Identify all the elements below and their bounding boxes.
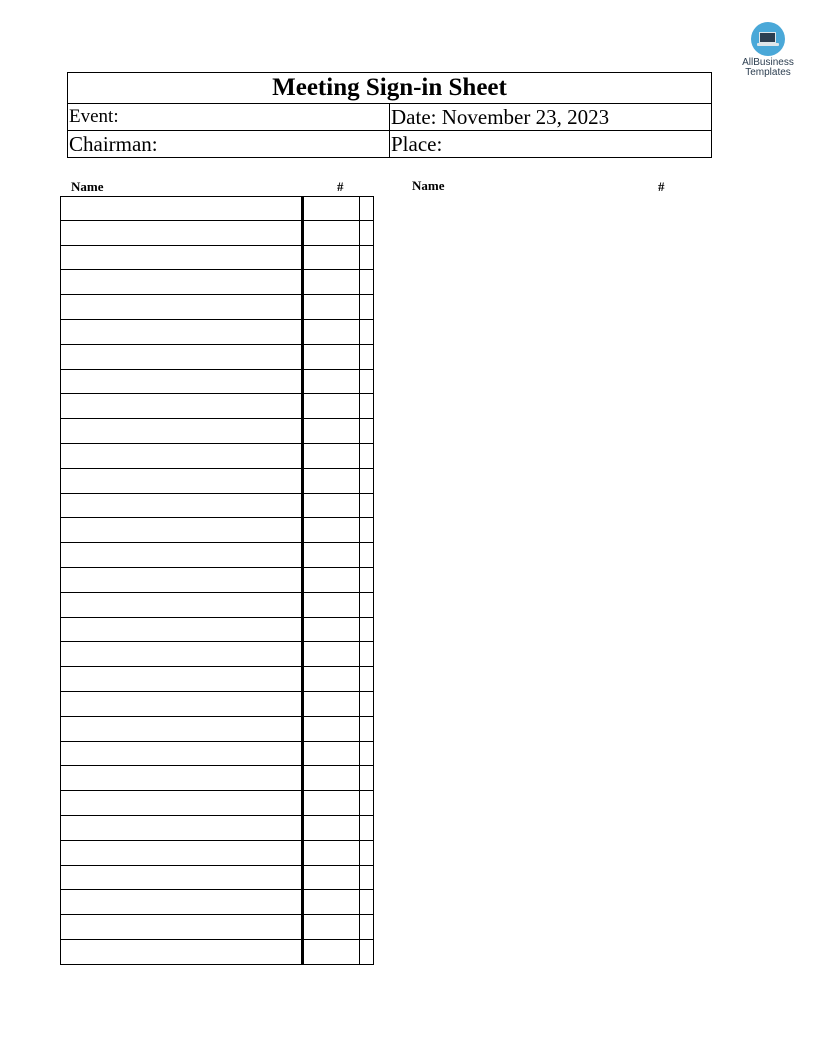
name-cell[interactable] <box>60 568 304 592</box>
logo-text <box>737 58 799 78</box>
number-cell[interactable] <box>304 543 360 567</box>
table-row <box>60 270 374 295</box>
name-cell[interactable] <box>60 494 304 518</box>
number-cell[interactable] <box>304 692 360 716</box>
check-cell[interactable] <box>360 766 374 790</box>
check-cell[interactable] <box>360 866 374 890</box>
check-cell[interactable] <box>360 197 374 220</box>
check-cell[interactable] <box>360 295 374 319</box>
number-cell[interactable] <box>304 593 360 617</box>
name-cell[interactable] <box>60 197 304 220</box>
check-cell[interactable] <box>360 791 374 815</box>
name-cell[interactable] <box>60 320 304 344</box>
name-cell[interactable] <box>60 742 304 766</box>
number-cell[interactable] <box>304 667 360 691</box>
check-cell[interactable] <box>360 841 374 865</box>
check-cell[interactable] <box>360 915 374 939</box>
number-cell[interactable] <box>304 246 360 270</box>
name-cell[interactable] <box>60 270 304 294</box>
table-row <box>60 866 374 891</box>
check-cell[interactable] <box>360 642 374 666</box>
table-row <box>60 742 374 767</box>
number-cell[interactable] <box>304 841 360 865</box>
name-cell[interactable] <box>60 692 304 716</box>
number-cell[interactable] <box>304 494 360 518</box>
number-cell[interactable] <box>304 568 360 592</box>
name-cell[interactable] <box>60 618 304 642</box>
number-cell[interactable] <box>304 295 360 319</box>
table-row <box>60 618 374 643</box>
logo-text-line1: AllBusiness <box>742 57 794 68</box>
laptop-icon <box>751 22 785 56</box>
number-cell[interactable] <box>304 915 360 939</box>
number-cell[interactable] <box>304 742 360 766</box>
number-cell[interactable] <box>304 370 360 394</box>
table-row <box>60 196 374 221</box>
check-cell[interactable] <box>360 717 374 741</box>
number-cell[interactable] <box>304 866 360 890</box>
table-row <box>60 518 374 543</box>
name-cell[interactable] <box>60 246 304 270</box>
chairman-field[interactable]: Chairman: <box>68 131 390 158</box>
name-cell[interactable] <box>60 866 304 890</box>
table-row <box>60 419 374 444</box>
number-cell[interactable] <box>304 469 360 493</box>
check-cell[interactable] <box>360 940 374 964</box>
table-row <box>60 320 374 345</box>
date-field[interactable]: Date: November 23, 2023 <box>390 104 712 131</box>
allbusiness-templates-logo <box>737 22 799 78</box>
table-row <box>60 345 374 370</box>
check-cell[interactable] <box>360 394 374 418</box>
check-cell[interactable] <box>360 270 374 294</box>
check-cell[interactable] <box>360 742 374 766</box>
name-cell[interactable] <box>60 766 304 790</box>
table-row <box>60 667 374 692</box>
page-title: Meeting Sign-in Sheet <box>68 73 712 104</box>
check-cell[interactable] <box>360 568 374 592</box>
name-cell[interactable] <box>60 890 304 914</box>
name-cell[interactable] <box>60 518 304 542</box>
name-cell[interactable] <box>60 394 304 418</box>
number-cell[interactable] <box>304 618 360 642</box>
number-cell[interactable] <box>304 444 360 468</box>
check-cell[interactable] <box>360 494 374 518</box>
table-row <box>60 593 374 618</box>
number-cell[interactable] <box>304 320 360 344</box>
check-cell[interactable] <box>360 593 374 617</box>
table-row <box>60 221 374 246</box>
number-cell[interactable] <box>304 791 360 815</box>
table-row <box>60 766 374 791</box>
number-cell[interactable] <box>304 345 360 369</box>
check-cell[interactable] <box>360 618 374 642</box>
name-cell[interactable] <box>60 940 304 964</box>
check-cell[interactable] <box>360 543 374 567</box>
table-row <box>60 915 374 940</box>
place-field[interactable]: Place: <box>390 131 712 158</box>
check-cell[interactable] <box>360 469 374 493</box>
name-cell[interactable] <box>60 642 304 666</box>
name-cell[interactable] <box>60 816 304 840</box>
name-cell[interactable] <box>60 469 304 493</box>
header-table <box>67 72 712 158</box>
table-row <box>60 494 374 519</box>
number-cell[interactable] <box>304 419 360 443</box>
name-cell[interactable] <box>60 370 304 394</box>
check-cell[interactable] <box>360 667 374 691</box>
number-cell[interactable] <box>304 890 360 914</box>
table-row <box>60 568 374 593</box>
logo-text-line2: Templates <box>745 67 791 78</box>
table-row <box>60 717 374 742</box>
name-cell[interactable] <box>60 593 304 617</box>
event-field[interactable]: Event: <box>68 104 390 131</box>
table-row <box>60 841 374 866</box>
table-row <box>60 642 374 667</box>
number-cell[interactable] <box>304 221 360 245</box>
name-cell[interactable] <box>60 667 304 691</box>
name-cell[interactable] <box>60 841 304 865</box>
name-cell[interactable] <box>60 543 304 567</box>
name-cell[interactable] <box>60 791 304 815</box>
table-row <box>60 940 374 965</box>
check-cell[interactable] <box>360 518 374 542</box>
sign-in-grid <box>60 196 374 965</box>
number-cell[interactable] <box>304 518 360 542</box>
left-number-header: # <box>337 179 344 194</box>
check-cell[interactable] <box>360 246 374 270</box>
table-row <box>60 444 374 469</box>
table-row <box>60 394 374 419</box>
check-cell[interactable] <box>360 692 374 716</box>
check-cell[interactable] <box>360 419 374 443</box>
number-cell[interactable] <box>304 816 360 840</box>
number-cell[interactable] <box>304 394 360 418</box>
check-cell[interactable] <box>360 320 374 344</box>
table-row <box>60 295 374 320</box>
name-cell[interactable] <box>60 295 304 319</box>
table-row <box>60 791 374 816</box>
name-cell[interactable] <box>60 345 304 369</box>
name-cell[interactable] <box>60 419 304 443</box>
check-cell[interactable] <box>360 890 374 914</box>
table-row <box>60 246 374 271</box>
table-row <box>60 816 374 841</box>
table-row <box>60 469 374 494</box>
table-row <box>60 543 374 568</box>
left-name-header: Name <box>71 179 104 194</box>
check-cell[interactable] <box>360 444 374 468</box>
name-cell[interactable] <box>60 221 304 245</box>
check-cell[interactable] <box>360 370 374 394</box>
table-row <box>60 692 374 717</box>
table-row <box>60 890 374 915</box>
name-cell[interactable] <box>60 717 304 741</box>
number-cell[interactable] <box>304 766 360 790</box>
number-cell[interactable] <box>304 642 360 666</box>
name-cell[interactable] <box>60 915 304 939</box>
right-number-header: # <box>658 179 665 194</box>
check-cell[interactable] <box>360 816 374 840</box>
number-cell[interactable] <box>304 940 360 964</box>
number-cell[interactable] <box>304 717 360 741</box>
number-cell[interactable] <box>304 270 360 294</box>
check-cell[interactable] <box>360 221 374 245</box>
name-cell[interactable] <box>60 444 304 468</box>
number-cell[interactable] <box>304 197 360 220</box>
table-row <box>60 370 374 395</box>
check-cell[interactable] <box>360 345 374 369</box>
right-name-header: Name <box>412 178 445 193</box>
